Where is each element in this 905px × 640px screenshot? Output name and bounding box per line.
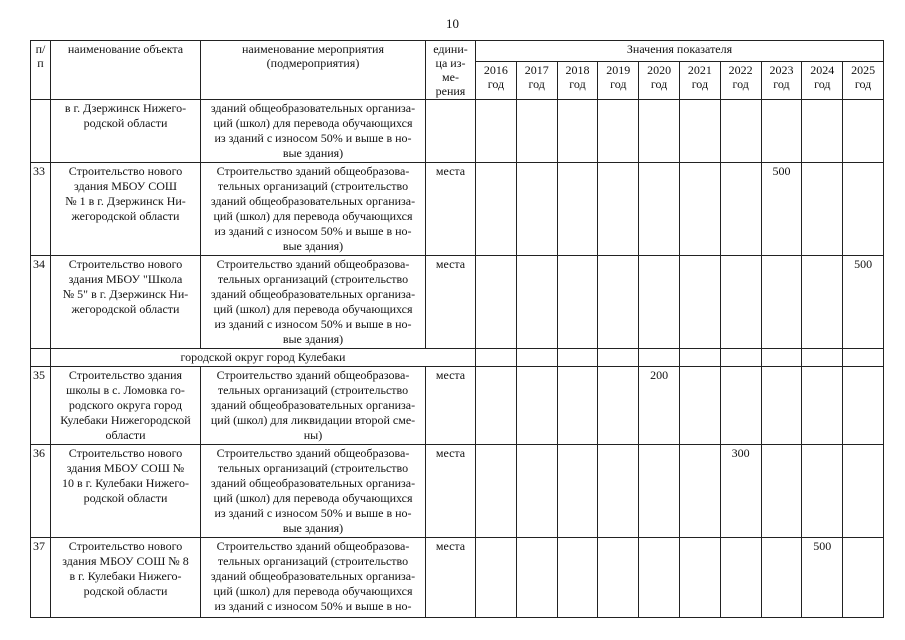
unit-cell: места [426,538,476,618]
indicator-value [843,367,884,445]
table-row [31,100,884,163]
indicator-value [720,100,761,163]
indicator-value: 500 [843,256,884,349]
indicator-value: 500 [802,538,843,618]
indicator-value [679,538,720,618]
unit-cell: места [426,163,476,256]
indicator-value [720,538,761,618]
indicator-value [843,445,884,538]
indicator-value [476,100,517,163]
header-year: 2021 год [679,61,720,99]
table-row [31,445,884,538]
section-empty-cell [720,349,761,367]
indicator-value [720,256,761,349]
section-empty-cell [679,349,720,367]
section-empty-cell [639,349,680,367]
indicator-value: 500 [761,163,802,256]
indicator-value [679,163,720,256]
header-year: 2020 год [639,61,680,99]
indicator-value: 200 [639,367,680,445]
section-num-cell [31,349,51,367]
indicator-value [516,367,557,445]
row-number: 33 [31,163,51,256]
section-title: городской округ город Кулебаки [51,349,476,367]
indicator-value [557,163,598,256]
activity-name: Строительство зданий общеобразова- тельных организаций (строительство зданий общеобразовательных организа- ций (школ) для перевода обучающихся из зданий с износом 50% и выше в но- вые здания) [201,445,426,538]
indicator-value [639,163,680,256]
section-empty-cell [516,349,557,367]
header-year: 2016 год [476,61,517,99]
unit-cell: места [426,256,476,349]
indicator-value [598,445,639,538]
indicator-value [516,100,557,163]
unit-cell: места [426,445,476,538]
unit-cell [426,100,476,163]
activity-name: Строительство зданий общеобразова- тельных организаций (строительство зданий общеобразовательных организа- ций (школ) для перевода обучающихся из зданий с износом 50% и выше в но- вые здания) [201,256,426,349]
indicator-value [802,163,843,256]
indicator-value [476,163,517,256]
indicator-value [598,163,639,256]
table-row [31,163,884,256]
indicator-value [761,256,802,349]
header-year: 2019 год [598,61,639,99]
indicator-value [516,256,557,349]
header-object: наименование объекта [51,41,201,100]
indicator-value [557,100,598,163]
indicator-value [761,367,802,445]
row-number [31,100,51,163]
table-row [31,367,884,445]
indicator-value [679,100,720,163]
indicator-value [598,256,639,349]
row-number: 36 [31,445,51,538]
indicator-value [598,100,639,163]
indicator-value [720,367,761,445]
object-name: в г. Дзержинск Нижего- родской области [51,100,201,163]
indicator-value [802,256,843,349]
header-year: 2018 год [557,61,598,99]
table-row [31,538,884,618]
indicator-value [761,100,802,163]
section-empty-cell [557,349,598,367]
indicator-value [557,367,598,445]
indicator-value [761,445,802,538]
activity-name: Строительство зданий общеобразова- тельных организаций (строительство зданий общеобразовательных организа- ций (школ) для ликвидации второй сме- ны) [201,367,426,445]
header-year: 2017 год [516,61,557,99]
indicator-value [843,538,884,618]
object-name: Строительство нового здания МБОУ "Школа № 5" в г. Дзержинск Ни- жегородской области [51,256,201,349]
indicator-value [639,256,680,349]
indicator-value [639,100,680,163]
header-year: 2025 год [843,61,884,99]
object-name: Строительство нового здания МБОУ СОШ № 10 в г. Кулебаки Нижего- родской области [51,445,201,538]
activity-name: Строительство зданий общеобразова- тельных организаций (строительство зданий общеобразовательных организа- ций (школ) для перевода обучающихся из зданий с износом 50% и выше в но- [201,538,426,618]
indicator-value [476,445,517,538]
section-empty-cell [802,349,843,367]
indicator-value [843,163,884,256]
indicator-value [516,538,557,618]
indicator-value [679,445,720,538]
indicator-value [843,100,884,163]
row-number: 34 [31,256,51,349]
row-number: 35 [31,367,51,445]
indicator-value [639,538,680,618]
header-year: 2022 год [720,61,761,99]
header-unit: едини- ца из- ме- рения [426,41,476,100]
indicator-value [557,256,598,349]
activity-name: зданий общеобразовательных организа- ций (школ) для перевода обучающихся из зданий с износом 50% и выше в но- вые здания) [201,100,426,163]
unit-cell: места [426,367,476,445]
indicator-value [802,100,843,163]
indicator-value [679,256,720,349]
indicator-value [516,163,557,256]
indicator-value [679,367,720,445]
section-empty-cell [598,349,639,367]
section-empty-cell [476,349,517,367]
object-name: Строительство нового здания МБОУ СОШ № 1 в г. Дзержинск Ни- жегородской области [51,163,201,256]
indicator-value [639,445,680,538]
row-number: 37 [31,538,51,618]
indicator-value [598,367,639,445]
page-number: 10 [446,16,459,31]
object-name: Строительство здания школы в с. Ломовка го- родского округа город Кулебаки Нижегородской области [51,367,201,445]
header-year: 2023 год [761,61,802,99]
section-empty-cell [843,349,884,367]
indicator-value [476,367,517,445]
indicator-table [30,40,884,618]
indicator-value [802,367,843,445]
header-values-group: Значения показателя [476,41,884,62]
indicator-value [598,538,639,618]
indicator-value: 300 [720,445,761,538]
header-activity: наименование мероприятия (подмероприятия) [201,41,426,100]
indicator-value [476,538,517,618]
indicator-value [557,445,598,538]
table-row [31,256,884,349]
indicator-value [802,445,843,538]
header-num: п/ п [31,41,51,100]
section-empty-cell [761,349,802,367]
indicator-value [476,256,517,349]
indicator-value [720,163,761,256]
header-year: 2024 год [802,61,843,99]
indicator-value [761,538,802,618]
activity-name: Строительство зданий общеобразова- тельных организаций (строительство зданий общеобразовательных организа- ций (школ) для перевода обучающихся из зданий с износом 50% и выше в но- вые здания) [201,163,426,256]
object-name: Строительство нового здания МБОУ СОШ № 8 в г. Кулебаки Нижего- родской области [51,538,201,618]
indicator-value [516,445,557,538]
indicator-value [557,538,598,618]
section-row [31,349,884,367]
